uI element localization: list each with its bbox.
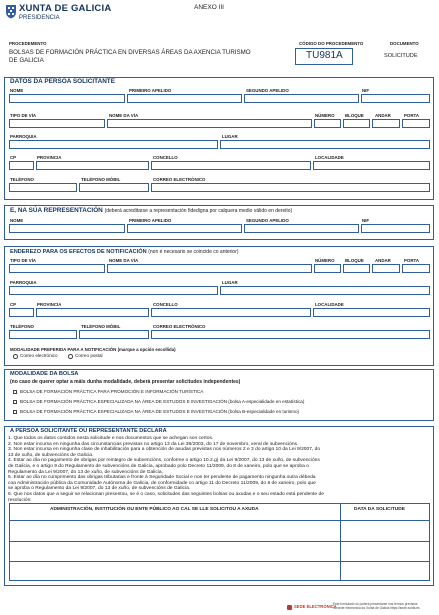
notification-place-label: LUGAR xyxy=(222,280,238,285)
notification-postcode-input[interactable] xyxy=(9,308,34,317)
applicant-first-surname-label: PRIMEIRO APELIDO xyxy=(129,88,172,93)
applicant-second-surname-input[interactable] xyxy=(244,94,359,103)
declaration-line: 3. Non estar incursa en ningunha clase de inhabilitación para a obtención de axudas previstas nos números 2 e 3 do artigo 10 da Lei 9/2007, do xyxy=(8,447,321,453)
representative-first-surname-input[interactable] xyxy=(127,224,242,233)
applicant-locality-input[interactable] xyxy=(313,161,430,170)
applicant-parish-input[interactable] xyxy=(9,140,218,149)
notification-place-input[interactable] xyxy=(220,286,430,295)
applicant-place-label: LUGAR xyxy=(222,134,238,139)
declaration-line: 13 de xuño, de subvencións de Galicia. xyxy=(8,452,94,458)
applicant-block-input[interactable] xyxy=(343,119,370,128)
bolsa-title: MODALIDADE DA BOLSA xyxy=(10,371,79,377)
notification-street-name-input[interactable] xyxy=(107,264,312,273)
declaration-line: 6. Que nos datos que a seguir se relacionan presentou, se é o caso, solicitudes das seguintes bolsas ou axudas e o seu estado está pendente de xyxy=(8,491,324,497)
table-row[interactable] xyxy=(10,541,429,542)
bolsa-option-3-checkbox[interactable] xyxy=(13,410,17,414)
applicant-nif-input[interactable] xyxy=(361,94,430,103)
bolsa-option-2-label: BOLSA DE FORMACIÓN PRÁCTICA ESPECIALIZADA NA ÁREA DE ESTUDOS E INVESTIGACIÓN (bolsa A-especialidade en estatística) xyxy=(20,399,305,404)
applicant-street-type-input[interactable] xyxy=(9,119,105,128)
applicant-phone-input[interactable] xyxy=(9,183,77,192)
notification-postcode-label: CP xyxy=(10,302,17,307)
applicant-title: DATOS DA PERSOA SOLICITANTE xyxy=(10,78,115,85)
logo-text: XUNTA DE GALICIA xyxy=(19,3,112,14)
notification-email-label: CORREO ELECTRÓNICO xyxy=(153,324,206,329)
notification-block-input[interactable] xyxy=(343,264,370,273)
declaration-title: A PERSOA SOLICITANTE OU REPRESENTANTE DECLARA xyxy=(10,428,167,434)
declaration-line: 2. Non estar incursa en ningunha das circunstancias previstas no artigo 13 da Lei 38/2003, do 17 de novembro, xeral de subvencións. xyxy=(8,441,299,447)
applicant-second-surname-label: SEGUNDO APELIDO xyxy=(246,88,289,93)
representative-second-surname-input[interactable] xyxy=(244,224,359,233)
footer-text-line-1: Este formulario só poderá presentarse nos termos previstos xyxy=(333,602,418,606)
declaration-line: 4. Estar ao día no pagamento de obrigas por reintegro de subvencións, conforme o artigo 10.2.g) da Lei 9/2007, do 13 de xuño, de subvencións xyxy=(8,458,320,464)
declaration-line: Regulamento da Lei 9/2007, do 13 de xuño, de subvencións de Galicia. xyxy=(8,469,163,475)
notification-province-label: PROVINCIA xyxy=(37,302,62,307)
notification-email-option: Correo electrónico xyxy=(20,353,58,358)
notification-number-input[interactable] xyxy=(314,264,341,273)
table-row[interactable] xyxy=(10,561,429,562)
notification-door-label: PORTA xyxy=(404,258,420,263)
notification-street-name-label: NOME DA VÍA xyxy=(109,258,139,263)
notification-number-label: NÚMERO xyxy=(315,258,335,263)
notification-post-option: Correo postal xyxy=(75,353,103,358)
applicant-province-input[interactable] xyxy=(36,161,149,170)
notification-email-radio[interactable] xyxy=(13,354,18,359)
applicant-email-input[interactable] xyxy=(151,183,430,192)
declaration-text xyxy=(8,436,428,503)
representative-second-surname-label: SEGUNDO APELIDO xyxy=(246,218,289,223)
bolsa-option-1-checkbox[interactable] xyxy=(13,390,17,394)
bolsa-option-2-checkbox[interactable] xyxy=(13,400,17,404)
procedure-code-label: CÓDIGO DO PROCEDEMENTO xyxy=(299,41,364,46)
notification-parish-label: PARROQUIA xyxy=(10,280,37,285)
applicant-nif-label: NIF xyxy=(362,88,370,93)
sede-icon xyxy=(287,605,292,610)
notification-email-input[interactable] xyxy=(151,330,430,339)
applicant-mobile-label: TELÉFONO MÓBIL xyxy=(81,177,121,182)
applicant-floor-input[interactable] xyxy=(372,119,400,128)
applicant-door-input[interactable] xyxy=(402,119,430,128)
bolsa-note: (no caso de querer optar a máis dunha modalidade, deberá presentar solicitudes independentes) xyxy=(10,379,241,385)
applicant-block-label: BLOQUE xyxy=(345,113,364,118)
notification-title xyxy=(10,249,239,255)
procedure-header xyxy=(4,40,434,72)
declaration-line: 1. Que todos os datos contidos nesta solicitude e nos documentos que se achegan son certos. xyxy=(8,436,214,441)
representative-title xyxy=(10,207,292,214)
document-value: SOLICITUDE xyxy=(384,53,418,59)
notification-street-type-label: TIPO DE VÍA xyxy=(10,258,37,263)
applicant-locality-label: LOCALIDADE xyxy=(315,155,344,160)
declaration-line: 5. Estar ao día no cumprimento das obrigas tributarias e fronte á Seguridade Social e non ter pendente de pagamento ningunha outra débeda xyxy=(8,475,316,481)
table-column-divider xyxy=(340,504,341,580)
applicant-street-name-input[interactable] xyxy=(107,119,312,128)
representative-first-surname-label: PRIMEIRO APELIDO xyxy=(129,218,172,223)
annex-label: ANEXO III xyxy=(194,4,224,11)
bolsa-option-1-label: BOLSA DE FORMACIÓN PRÁCTICA PARA PROMOCIÓN E INFORMACIÓN TURÍSTICA xyxy=(20,389,204,394)
notification-mobile-input[interactable] xyxy=(79,330,149,339)
sede-label: SEDE ELECTRÓNICA xyxy=(294,604,337,609)
xunta-shield-icon xyxy=(5,4,17,19)
notification-phone-input[interactable] xyxy=(9,330,77,339)
notification-parish-input[interactable] xyxy=(9,286,218,295)
xunta-logo xyxy=(5,4,17,19)
applicant-first-surname-input[interactable] xyxy=(127,94,242,103)
applicant-door-label: PORTA xyxy=(404,113,420,118)
representative-note: (deberá acreditarse a representación fidedigna por calquera medio válido en dereito) xyxy=(104,208,293,214)
notification-floor-input[interactable] xyxy=(372,264,400,273)
applicant-name-label: NOME xyxy=(10,88,24,93)
notification-council-input[interactable] xyxy=(151,308,311,317)
applicant-council-input[interactable] xyxy=(151,161,311,170)
applicant-postcode-label: CP xyxy=(10,155,17,160)
notification-title-text: ENDEREZO PARA OS EFECTOS DE NOTIFICACIÓN xyxy=(10,249,147,255)
declaration-line: se aproba o Regulamento da Lei 9/2007, do 13 de xuño, de subvencións de Galicia. xyxy=(8,486,191,492)
applicant-street-name-label: NOME DA VÍA xyxy=(109,113,139,118)
applicant-floor-label: ANDAR xyxy=(375,113,391,118)
notification-phone-label: TELÉFONO xyxy=(10,324,34,329)
applicant-phone-label: TELÉFONO xyxy=(10,177,34,182)
representative-title-text: E, NA SÚA REPRESENTACIÓN xyxy=(10,207,103,214)
representative-name-input[interactable] xyxy=(9,224,125,233)
declaration-line: de Galicia, e o artigo 9 do Regulamento de subvencións de Galicia, aprobado polo Decreto 11/2009, do 8 de xaneiro, polo que se aproba o xyxy=(8,463,309,469)
applicant-number-input[interactable] xyxy=(314,119,341,128)
applicant-postcode-input[interactable] xyxy=(9,161,34,170)
notification-mobile-label: TELÉFONO MÓBIL xyxy=(81,324,121,329)
table-header-date: DATA DA SOLICITUDE xyxy=(354,507,405,512)
notification-locality-label: LOCALIDADE xyxy=(315,302,344,307)
presidencia-label: PRESIDENCIA xyxy=(19,15,60,21)
notification-post-radio[interactable] xyxy=(68,354,73,359)
applicant-number-label: NÚMERO xyxy=(315,113,335,118)
table-header-admin: ADMINISTRACIÓN, INSTITUCIÓN OU ENTE PÚBLICO AO CAL SE LLE SOLICITOU A AXUDA xyxy=(50,507,259,512)
applicant-email-label: CORREO ELECTRÓNICO xyxy=(153,177,206,182)
notification-council-label: CONCELLO xyxy=(153,302,178,307)
applicant-council-label: CONCELLO xyxy=(153,155,178,160)
notification-note: (non é necesario se coincide co anterior) xyxy=(148,249,239,255)
footer-text-line-2: na sede electrónica da Xunta de Galicia https://sede.xunta.es xyxy=(333,606,420,610)
bolsa-option-3-label: BOLSA DE FORMACIÓN PRÁCTICA ESPECIALIZADA NA ÁREA DE ESTUDOS E INVESTIGACIÓN (bolsa B-especialidade en turismo) xyxy=(20,409,300,414)
declaration-line: coa Administración pública da Comunidade Autónoma de Galicia, de conformidade co artigo 11 do Decreto 11/2009, do 8 de xaneiro, polo que xyxy=(8,480,316,486)
document-label: DOCUMENTO xyxy=(390,41,419,46)
procedure-code-value: TU981A xyxy=(306,50,343,61)
procedure-label: PROCEDEMENTO xyxy=(9,41,47,46)
notification-door-input[interactable] xyxy=(402,264,430,273)
notification-province-input[interactable] xyxy=(36,308,149,317)
representative-nif-label: NIF xyxy=(362,218,370,223)
applicant-province-label: PROVINCIA xyxy=(37,155,62,160)
applicant-mobile-input[interactable] xyxy=(79,183,149,192)
representative-nif-input[interactable] xyxy=(361,224,430,233)
notification-block-label: BLOQUE xyxy=(345,258,364,263)
applicant-parish-label: PARROQUIA xyxy=(10,134,37,139)
applicant-street-type-label: TIPO DE VÍA xyxy=(10,113,37,118)
applicant-name-input[interactable] xyxy=(9,94,125,103)
procedure-title-line-1: BOLSAS DE FORMACIÓN PRÁCTICA EN DIVERSAS ÁREAS DA AXENCIA TURISMO xyxy=(9,49,251,56)
notification-modality-label: MODALIDADE PREFERIDA PARA A NOTIFICACIÓN (marque a opción escollida) xyxy=(10,347,176,352)
notification-floor-label: ANDAR xyxy=(375,258,391,263)
applicant-place-input[interactable] xyxy=(220,140,430,149)
procedure-title-line-2: DE GALICIA xyxy=(9,57,44,64)
previous-aid-table xyxy=(9,503,430,581)
notification-locality-input[interactable] xyxy=(313,308,430,317)
declaration-line: resolución: xyxy=(8,497,32,503)
notification-street-type-input[interactable] xyxy=(9,264,105,273)
representative-name-label: NOME xyxy=(10,218,24,223)
